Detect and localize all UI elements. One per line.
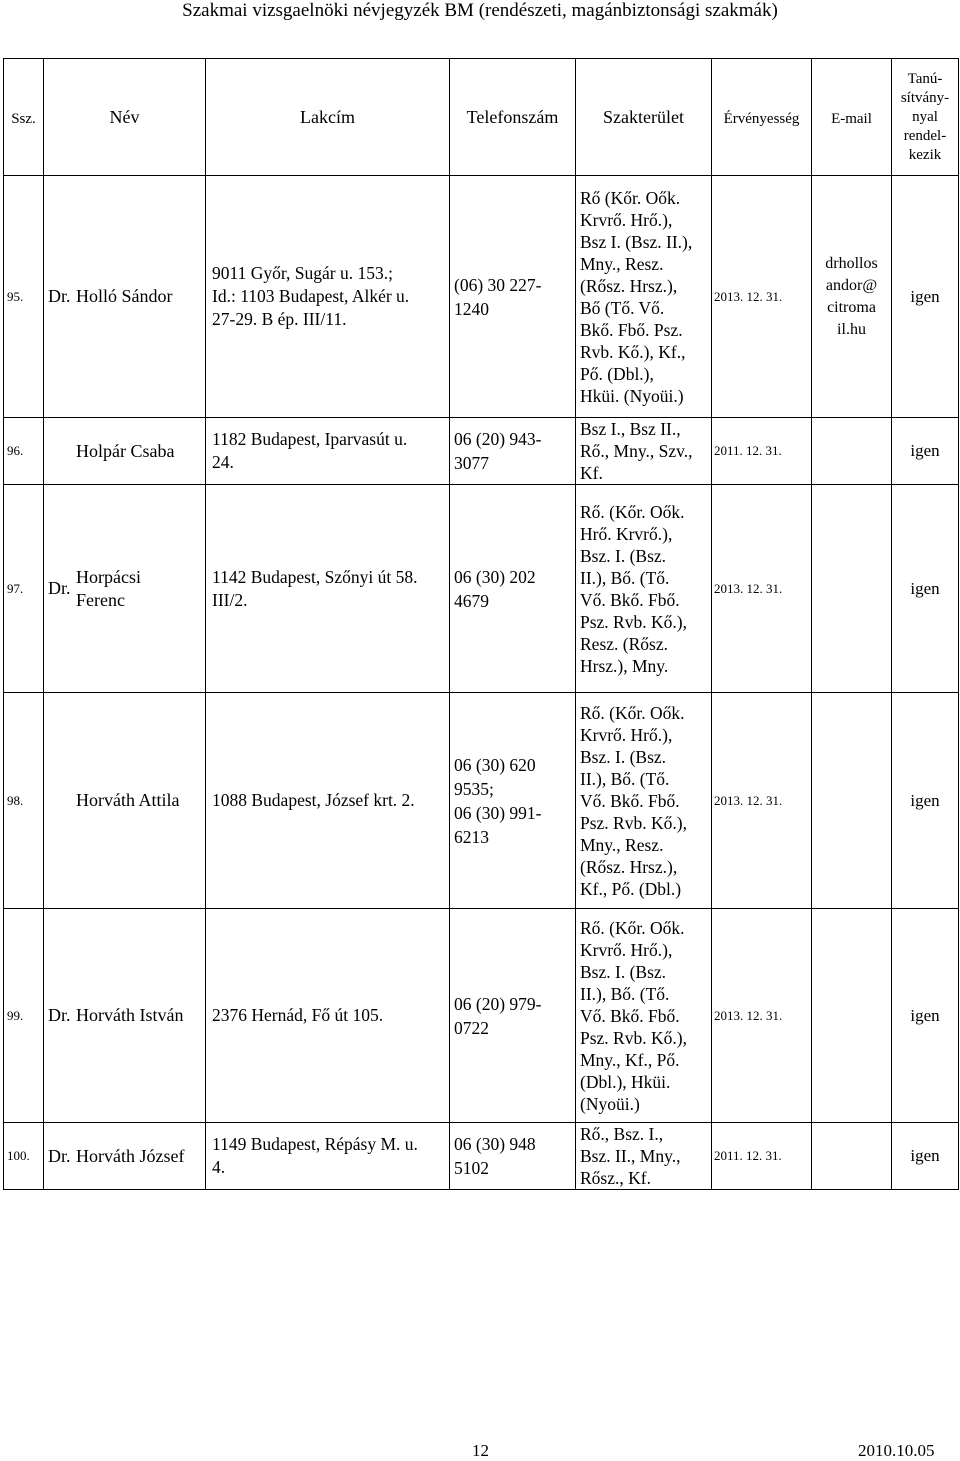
table-row xyxy=(4,1123,959,1190)
row-number: 97. xyxy=(7,580,24,596)
header-address: Lakcím xyxy=(206,59,450,176)
header-phone: Telefonszám xyxy=(450,59,576,176)
phone-cell xyxy=(450,693,576,909)
address: 1088 Budapest, József krt. 2. xyxy=(212,790,415,810)
address-cell xyxy=(206,693,450,909)
validity: 2011. 12. 31. xyxy=(714,1148,782,1163)
certificate-cell xyxy=(892,1123,959,1190)
table-row xyxy=(4,418,959,485)
specialty: Rő (Kőr. Oők. Krvrő. Hrő.), Bsz I. (Bsz. II.), Mny., Resz. (Rősz. Hrsz.), Bő (Tő. Vő. Bkő. Fbő. Psz. Rvb. Kő.), Kf., Pő. (Dbl.), Hküi. (Nyoüi.) xyxy=(580,187,693,406)
phone-cell xyxy=(450,1123,576,1190)
phone-cell xyxy=(450,909,576,1123)
email-cell xyxy=(812,1123,892,1190)
certificate: igen xyxy=(910,1146,940,1165)
validity: 2013. 12. 31. xyxy=(714,288,783,304)
phone-cell xyxy=(450,485,576,693)
certificate-cell xyxy=(892,418,959,485)
address: 1142 Budapest, Szőnyi út 58. III/2. xyxy=(212,566,418,610)
person-name: Horváth József xyxy=(76,1145,185,1166)
name-cell xyxy=(44,909,206,1123)
phone: 06 (30) 202 4679 xyxy=(454,566,536,611)
person-name: Holló Sándor xyxy=(76,286,173,306)
validity: 2013. 12. 31. xyxy=(714,580,783,596)
address: 2376 Hernád, Fő út 105. xyxy=(212,1005,384,1025)
register-table xyxy=(3,58,959,1190)
ssz-cell xyxy=(4,909,44,1123)
address: 9011 Győr, Sugár u. 153.; Id.: 1103 Budapest, Alkér u. 27-29. B ép. III/11. xyxy=(212,263,410,329)
phone-cell xyxy=(450,176,576,418)
validity: 2013. 12. 31. xyxy=(714,792,783,808)
specialty: Rő. (Kőr. Oők. Krvrő. Hrő.), Bsz. I. (Bsz. II.), Bő. (Tő. Vő. Bkő. Fbő. Psz. Rvb. Kő.), Mny., Resz. (Rősz. Hrsz.), Kf., Pő. (Dbl.) xyxy=(580,702,687,899)
name-cell xyxy=(44,693,206,909)
address-cell xyxy=(206,1123,450,1190)
page-number: 12 xyxy=(472,1441,489,1460)
ssz-cell xyxy=(4,693,44,909)
row-number: 99. xyxy=(7,1007,24,1023)
name-cell xyxy=(44,1123,206,1190)
footer-date: 2010.10.05 xyxy=(858,1441,935,1460)
row-number: 98. xyxy=(7,792,24,808)
phone: 06 (30) 620 9535; 06 (30) 991- 6213 xyxy=(454,754,542,847)
header-field: Szakterület xyxy=(576,59,712,176)
row-number: 96. xyxy=(7,443,24,458)
validity: 2011. 12. 31. xyxy=(714,443,782,458)
certificate: igen xyxy=(910,790,940,810)
certificate: igen xyxy=(910,1005,940,1025)
specialty: Bsz I., Bsz II., Rő., Mny., Szv., Kf. xyxy=(580,419,693,483)
email-cell xyxy=(812,176,892,418)
certificate-cell xyxy=(892,485,959,693)
ssz-cell xyxy=(4,485,44,693)
ssz-cell xyxy=(4,418,44,485)
email-cell xyxy=(812,693,892,909)
person-name: Horváth István xyxy=(76,1005,184,1025)
row-number: 100. xyxy=(7,1148,30,1163)
table-row xyxy=(4,909,959,1123)
name-cell xyxy=(44,176,206,418)
validity-cell xyxy=(712,909,812,1123)
ssz-cell xyxy=(4,1123,44,1190)
certificate-cell xyxy=(892,176,959,418)
validity: 2013. 12. 31. xyxy=(714,1007,783,1023)
field-cell xyxy=(576,418,712,485)
header-ssz: Ssz. xyxy=(4,59,44,176)
table-row xyxy=(4,485,959,693)
header-certificate: Tanú- sítvány- nyal rendel- kezik xyxy=(892,59,959,176)
specialty: Rő., Bsz. I., Bsz. II., Mny., Rősz., Kf. xyxy=(580,1124,681,1188)
email-cell xyxy=(812,418,892,485)
person-name: Horpácsi Ferenc xyxy=(76,566,141,610)
certificate: igen xyxy=(910,578,940,598)
ssz-cell xyxy=(4,176,44,418)
field-cell xyxy=(576,485,712,693)
email: drhollos andor@ citroma il.hu xyxy=(825,254,878,338)
field-cell xyxy=(576,176,712,418)
table-row xyxy=(4,176,959,418)
page-title: Szakmai vizsgaelnöki névjegyzék BM (rendészeti, magánbiztonsági szakmák) xyxy=(182,0,778,21)
certificate-cell xyxy=(892,909,959,1123)
row-number: 95. xyxy=(7,288,24,304)
address: 1149 Budapest, Répásy M. u. 4. xyxy=(212,1134,418,1177)
header-email: E-mail xyxy=(812,59,892,176)
certificate-cell xyxy=(892,693,959,909)
header-name: Név xyxy=(44,59,206,176)
address-cell xyxy=(206,176,450,418)
name-cell xyxy=(44,485,206,693)
title-prefix: Dr. xyxy=(48,1005,71,1025)
title-prefix: Dr. xyxy=(48,286,71,306)
phone: 06 (30) 948 5102 xyxy=(454,1134,536,1178)
phone: 06 (20) 943- 3077 xyxy=(454,429,542,473)
email-cell xyxy=(812,485,892,693)
certificate: igen xyxy=(910,286,940,306)
person-name: Holpár Csaba xyxy=(76,440,175,461)
name-cell xyxy=(44,418,206,485)
field-cell xyxy=(576,1123,712,1190)
certificate: igen xyxy=(910,441,940,460)
address-cell xyxy=(206,485,450,693)
specialty: Rő. (Kőr. Oők. Krvrő. Hrő.), Bsz. I. (Bsz. II.), Bő. (Tő. Vő. Bkő. Fbő. Psz. Rvb. Kő.), Mny., Kf., Pő. (Dbl.), Hküi. (Nyoüi.) xyxy=(580,917,687,1114)
phone-cell xyxy=(450,418,576,485)
validity-cell xyxy=(712,1123,812,1190)
address-cell xyxy=(206,909,450,1123)
header-row xyxy=(4,59,959,176)
address-cell xyxy=(206,418,450,485)
field-cell xyxy=(576,693,712,909)
address: 1182 Budapest, Iparvasút u. 24. xyxy=(212,429,408,472)
validity-cell xyxy=(712,176,812,418)
specialty: Rő. (Kőr. Oők. Hrő. Krvrő.), Bsz. I. (Bsz. II.), Bő. (Tő. Vő. Bkő. Fbő. Psz. Rvb. Kő.), Resz. (Rősz. Hrsz.), Mny. xyxy=(580,501,687,676)
person-name: Horváth Attila xyxy=(76,790,180,810)
field-cell xyxy=(576,909,712,1123)
email-cell xyxy=(812,909,892,1123)
validity-cell xyxy=(712,485,812,693)
title-prefix: Dr. xyxy=(48,1145,71,1166)
table-row xyxy=(4,693,959,909)
validity-cell xyxy=(712,693,812,909)
title-prefix: Dr. xyxy=(48,578,71,598)
phone: 06 (20) 979- 0722 xyxy=(454,993,542,1038)
phone: (06) 30 227- 1240 xyxy=(454,274,542,319)
header-validity: Érvényesség xyxy=(712,59,812,176)
validity-cell xyxy=(712,418,812,485)
